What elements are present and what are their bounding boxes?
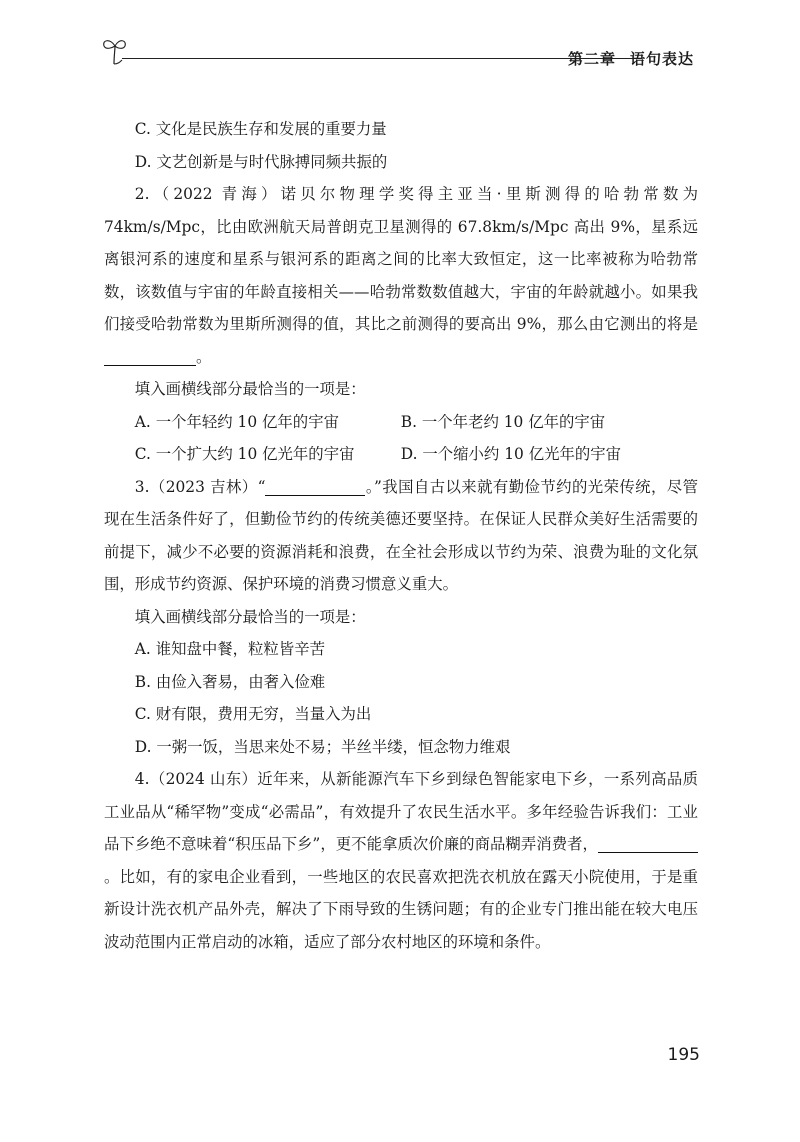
q3-stem: 3.（2023 吉林）“ [134,477,266,496]
page-number: 195 [667,1045,700,1065]
q4-stem-end: 。比如，有的家电企业看到，一些地区的农民喜欢把洗衣机放在露天小院使用，于是重新设计洗衣机产品外壳，解决了下雨导致的生锈问题；有的企业专门推出能在较大电压波动范围内正常启动的冰箱，适应了部分农村地区的环境和条件。 [104,867,698,951]
answer-blank [265,478,365,496]
q2-option-b: B. 一个年老约 10 亿年的宇宙 [400,412,606,431]
q2-options-row-2 [104,438,698,471]
q2-stem-end: 。 [196,347,212,366]
question-2 [104,178,698,373]
chapter-title: 语句表达 [629,50,694,68]
q1-option-d: D. 文艺创新是与时代脉搏同频共振的 [134,152,388,171]
q2-prompt: 填入画横线部分最恰当的一项是： [134,380,366,398]
q3-option-c: C. 财有限，费用无穷，当量入为出 [134,705,372,723]
question-3 [104,471,698,601]
sprout-icon [100,34,130,66]
q3-option-a: A. 谁知盘中餐，粒粒皆辛苦 [134,640,325,658]
q3-stem-end: 。”我国自古以来就有勤俭节约的光荣传统，尽管现在生活条件好了，但勤俭节约的传统美德还要坚持。在保证人民群众美好生活需要的前提下，减少不必要的资源消耗和浪费，在全社会形成以节约为荣、浪费为耻的文化氛围，形成节约资源、保护环境的消费习惯意义重大。 [104,477,698,593]
header-rule [122,58,642,59]
q1-option-c: C. 文化是民族生存和发展的重要力量 [134,120,387,138]
page-body [104,113,698,958]
q3-option-b: B. 由俭入奢易，由奢入俭难 [134,672,326,691]
q2-option-c: C. 一个扩大约 10 亿光年的宇宙 [134,445,355,463]
answer-blank [598,835,698,853]
q3-option-d: D. 一粥一饭，当思来处不易；半丝半缕，恒念物力维艰 [134,737,511,756]
question-4 [104,763,698,958]
q2-option-a: A. 一个年轻约 10 亿年的宇宙 [134,412,339,431]
page-header [100,34,700,74]
answer-blank [104,348,196,366]
q2-options-row-1 [104,406,698,439]
header-title [568,48,694,69]
q2-option-d: D. 一个缩小约 10 亿光年的宇宙 [400,445,622,463]
q2-stem: 2.（2022 青海）诺贝尔物理学奖得主亚当·里斯测得的哈勃常数为 74km/s/Mpc，比由欧洲航天局普朗克卫星测得的 67.8km/s/Mpc 高出 9%，星系远离银河系的速度和星系与银河系的距离之间的比率大致恒定，这一比率被称为哈勃常数，该数值与宇宙的年龄直接相关——哈勃常数数值越大，宇宙的年龄就越小。如果我们接受哈勃常数为里斯所测得的值，其比之前测得的要高出 9%，那么由它测出的将是 [104,185,698,333]
q4-stem: 4.（2024 山东）近年来，从新能源汽车下乡到绿色智能家电下乡，一系列高品质工业品从“稀罕物”变成“必需品”，有效提升了农民生活水平。多年经验告诉我们：工业品下乡绝不意味着“积压品下乡”，更不能拿质次价廉的商品糊弄消费者， [104,770,698,853]
chapter-label: 第二章 [567,50,616,68]
q3-prompt: 填入画横线部分最恰当的一项是： [134,607,366,626]
